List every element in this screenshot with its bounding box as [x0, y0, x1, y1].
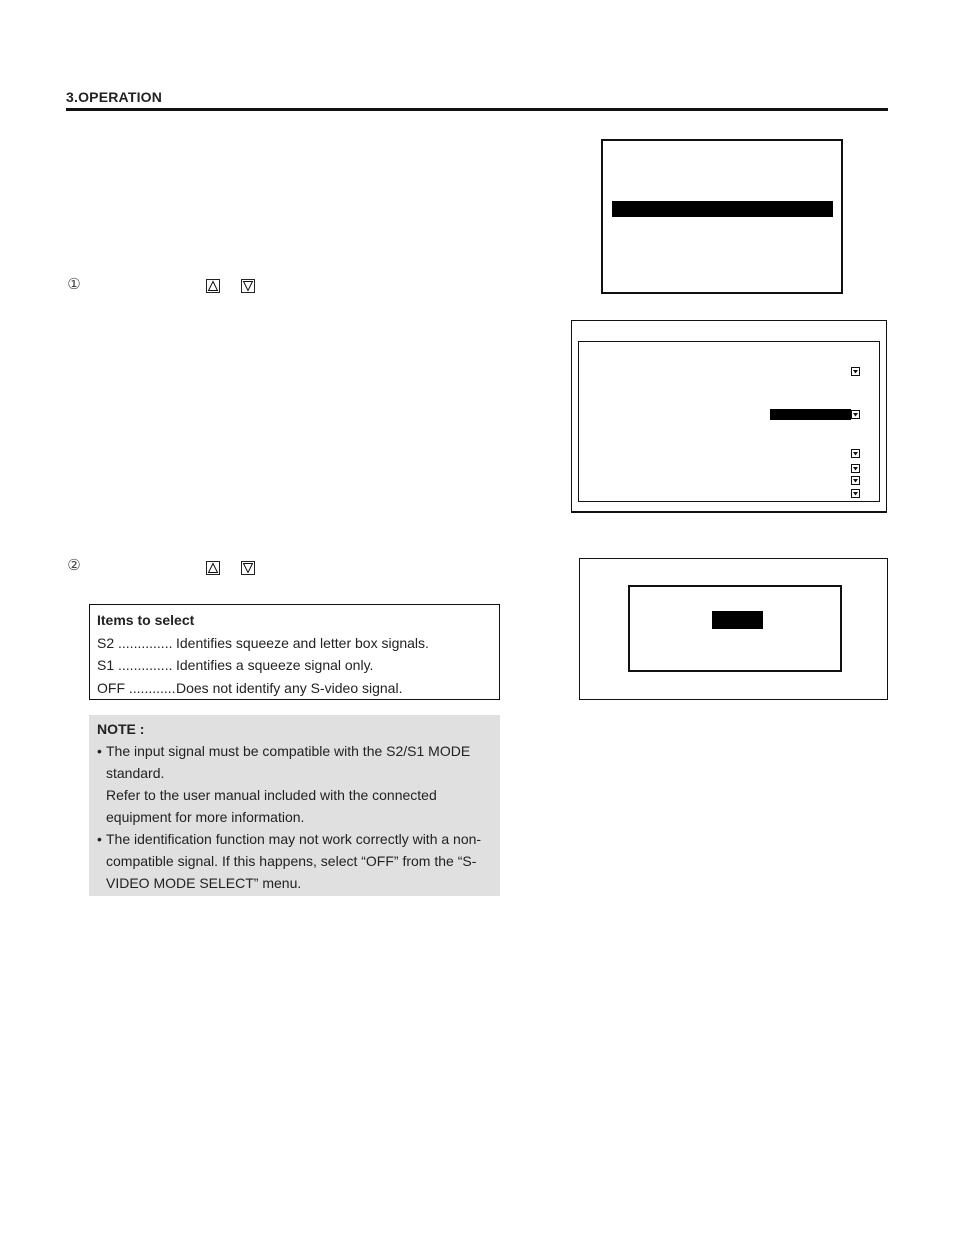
bullet: •	[97, 743, 102, 759]
dropdown-icon	[851, 449, 860, 458]
item-description: Identifies squeeze and letter box signals.	[176, 634, 429, 651]
table-row	[97, 677, 492, 700]
note-line: Refer to the user manual included with the connected equipment for more information.	[106, 787, 437, 825]
bullet: •	[97, 831, 102, 847]
menu-highlight-bar	[612, 201, 833, 217]
note-line: The input signal must be compatible with the S2/S1 MODE standard.	[106, 743, 471, 781]
item-key: OFF ............	[97, 679, 176, 696]
title-divider	[66, 108, 888, 111]
dropdown-icon	[851, 476, 860, 485]
items-to-select-table	[89, 604, 500, 700]
item-description: Does not identify any S-video signal.	[176, 679, 403, 696]
note-item	[97, 740, 492, 828]
item-key: S1 ..............	[97, 657, 173, 673]
note-line: The identification function may not work correctly with a non-compatible signal. If this happens, select “OFF” from the “S-VIDEO MODE SELECT” menu.	[106, 831, 482, 891]
up-arrow-icon	[206, 561, 220, 575]
table-row	[97, 632, 492, 655]
down-arrow-icon	[241, 279, 255, 293]
dropdown-icon	[851, 464, 860, 473]
note-item	[97, 828, 492, 894]
item-key: S2 ..............	[97, 634, 173, 651]
submenu-panel	[578, 341, 880, 502]
dropdown-icon	[851, 410, 860, 419]
submenu-highlight-bar	[770, 409, 851, 420]
note-heading: NOTE :	[97, 721, 145, 737]
step-2-number: ②	[67, 557, 81, 574]
table-row	[97, 654, 492, 677]
down-arrow-icon	[241, 561, 255, 575]
item-description: Identifies a squeeze signal only.	[176, 657, 374, 673]
dropdown-icon	[851, 489, 860, 498]
note-box	[89, 715, 500, 896]
items-heading: Items to select	[97, 612, 195, 628]
up-arrow-icon	[206, 279, 220, 293]
dropdown-icon	[851, 367, 860, 376]
mode-select-highlight	[712, 611, 763, 629]
step-1-number: ①	[67, 276, 81, 293]
section-title: 3.OPERATION	[66, 89, 163, 105]
